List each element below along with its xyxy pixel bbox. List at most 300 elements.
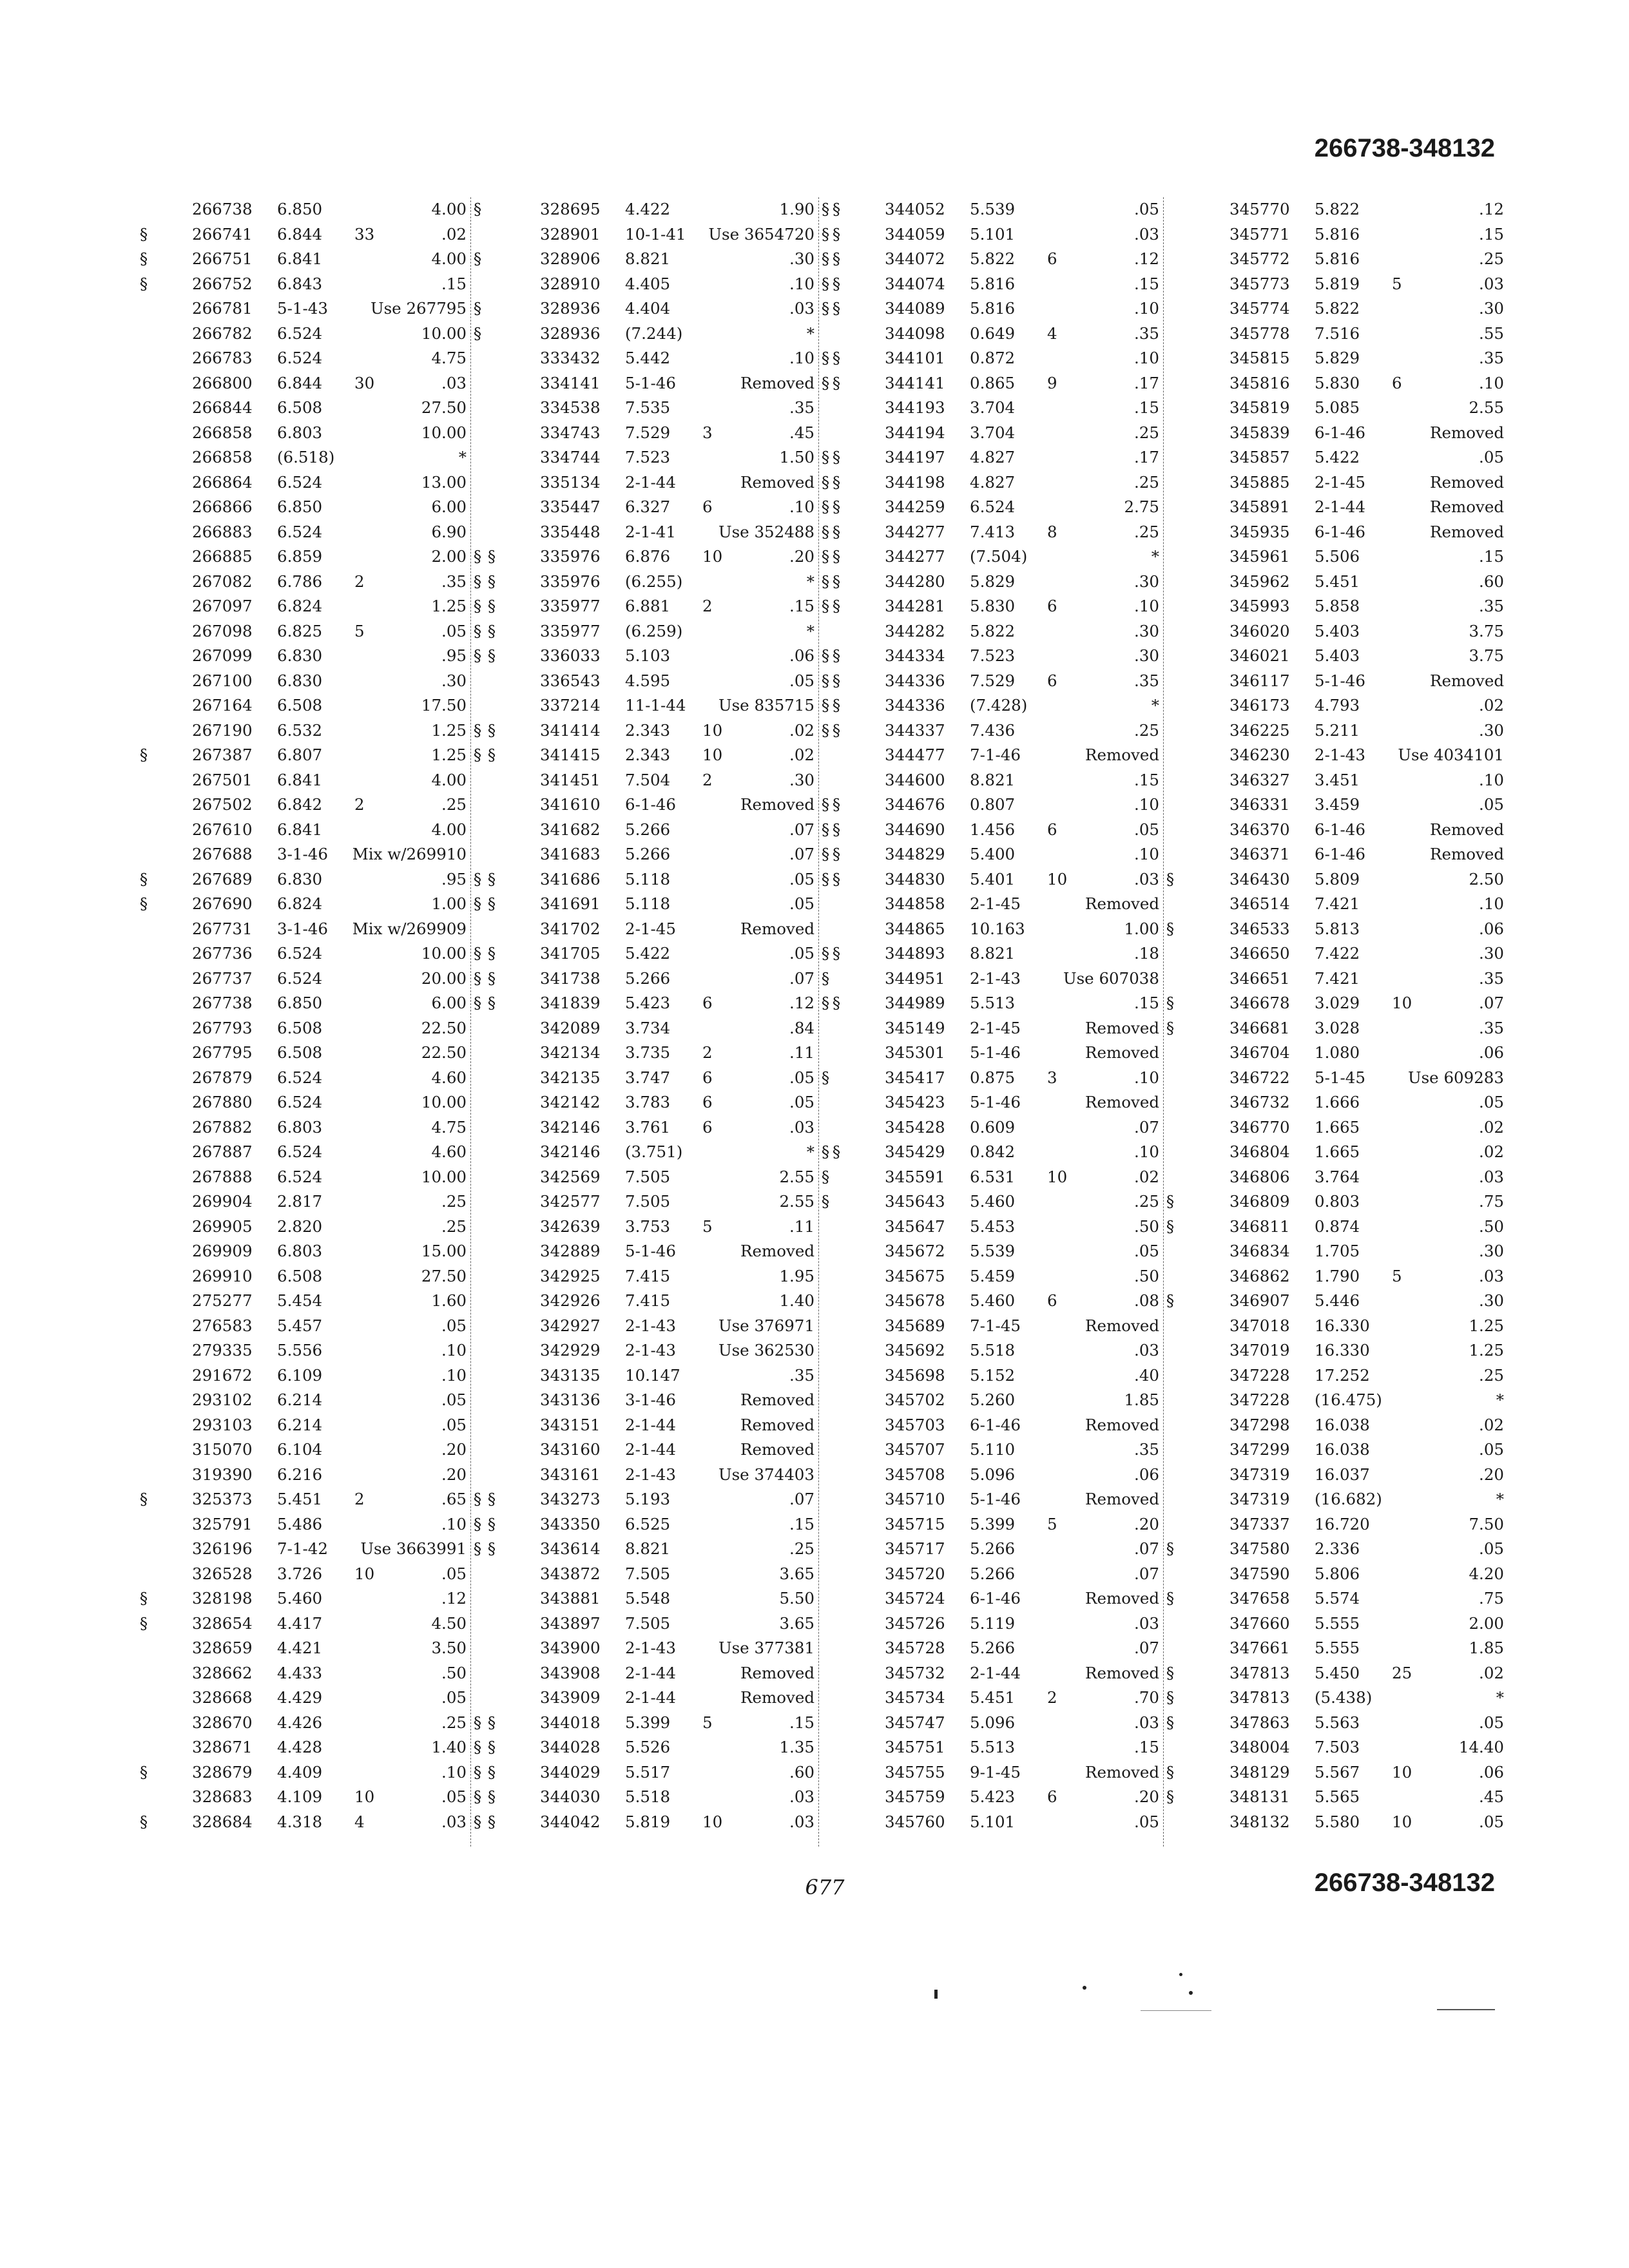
- entry-amount: .15: [1134, 274, 1159, 293]
- entry-number: 341705: [540, 944, 601, 963]
- entry-value: 3-1-46: [277, 919, 328, 938]
- table-row: [490, 1066, 830, 1091]
- table-row: [490, 1636, 818, 1661]
- entry-amount: 5.50: [779, 1589, 815, 1608]
- table-row: [142, 718, 482, 744]
- table-row: [834, 1463, 1163, 1488]
- table-row: [834, 396, 1163, 421]
- entry-number: 344028: [540, 1738, 601, 1756]
- entry-amount: .02: [1479, 1663, 1504, 1682]
- entry-value: 2-1-44: [625, 1415, 676, 1434]
- table-row: [1179, 1140, 1508, 1165]
- entry-amount: .12: [441, 1589, 467, 1608]
- entry-amount: .05: [1479, 1713, 1504, 1732]
- entry-amount: .15: [1479, 547, 1504, 566]
- table-row: [487, 1810, 818, 1835]
- section-mark-right: §: [473, 547, 482, 566]
- entry-value: 6.524: [277, 323, 323, 343]
- entry-number: 267100: [192, 671, 253, 690]
- table-row: [139, 1586, 470, 1611]
- entry-amount: .06: [1479, 1762, 1504, 1782]
- entry-number: 267738: [192, 994, 253, 1012]
- entry-value: 5.422: [1315, 448, 1360, 466]
- entry-value: 5.399: [970, 1514, 1016, 1533]
- column-3: [832, 197, 1175, 1847]
- entry-amount: .07: [789, 845, 815, 863]
- entry-code: 2: [354, 1490, 365, 1508]
- table-row: [142, 1413, 470, 1438]
- entry-number: 346862: [1229, 1266, 1290, 1285]
- entry-amount: .10: [1134, 349, 1159, 367]
- table-row: [487, 644, 830, 669]
- entry-value: 7.505: [625, 1192, 671, 1211]
- entry-amount: Use 267795: [370, 299, 467, 318]
- table-row: [832, 867, 1175, 892]
- table-row: [834, 1314, 1163, 1339]
- entry-number: 266858: [192, 423, 253, 442]
- entry-value: 6.524: [277, 1167, 323, 1186]
- section-mark-right: §: [473, 894, 482, 913]
- entry-number: 342142: [540, 1093, 601, 1111]
- entry-number: 319390: [192, 1465, 253, 1484]
- entry-amount: .25: [1479, 249, 1504, 268]
- entry-amount: .25: [1134, 423, 1159, 442]
- entry-amount: .45: [1479, 1787, 1504, 1806]
- entry-value: 5.457: [277, 1316, 323, 1335]
- table-row: [142, 570, 482, 595]
- entry-number: 335976: [540, 547, 601, 566]
- entry-value: 5.822: [1315, 200, 1360, 218]
- entry-amount: 1.35: [779, 1738, 815, 1756]
- entry-amount: .05: [1134, 200, 1159, 218]
- entry-value: 7.503: [1315, 1738, 1360, 1756]
- entry-value: 5.574: [1315, 1589, 1360, 1608]
- table-row: [487, 594, 830, 619]
- entry-code: 9: [1047, 373, 1057, 392]
- section-mark-right: §: [473, 944, 482, 963]
- entry-amount: .03: [1479, 274, 1504, 293]
- entry-value: 2-1-43: [625, 1316, 676, 1335]
- table-row: [490, 1586, 818, 1611]
- entry-amount: .25: [1134, 522, 1159, 541]
- table-row: [490, 322, 818, 347]
- entry-number: 344198: [885, 472, 945, 492]
- table-row: [834, 966, 1163, 992]
- entry-number: 341839: [540, 994, 601, 1012]
- entry-value: 5-1-46: [625, 373, 676, 392]
- entry-amount: .05: [1134, 1812, 1159, 1831]
- entry-number: 267880: [192, 1093, 253, 1111]
- entry-number: 267082: [192, 572, 253, 591]
- entry-number: 347580: [1229, 1539, 1290, 1558]
- section-mark: §: [487, 894, 496, 913]
- table-row: [834, 421, 1163, 446]
- table-row: [1179, 743, 1508, 768]
- section-mark-right: §: [821, 448, 830, 466]
- entry-number: 347658: [1229, 1589, 1290, 1608]
- table-row: [487, 1711, 818, 1736]
- entry-value: 3.764: [1315, 1167, 1360, 1186]
- entry-amount: Removed: [1085, 1093, 1159, 1111]
- table-row: [1179, 1810, 1508, 1835]
- entry-value: 6.803: [277, 1117, 323, 1137]
- table-row: [139, 1760, 482, 1785]
- entry-value: 6-1-46: [970, 1589, 1021, 1608]
- entry-number: 345774: [1229, 299, 1290, 318]
- entry-number: 347319: [1229, 1465, 1290, 1484]
- table-row: [1179, 1437, 1508, 1463]
- entry-amount: 27.50: [421, 398, 467, 417]
- entry-value: 6.786: [277, 572, 323, 591]
- table-columns: [139, 197, 1508, 1847]
- column-2: [487, 197, 830, 1847]
- entry-value: 1.666: [1315, 1093, 1360, 1111]
- entry-amount: Removed: [740, 1688, 815, 1707]
- entry-number: 346732: [1229, 1093, 1290, 1111]
- entry-amount: 22.50: [421, 1018, 467, 1037]
- entry-number: 345689: [885, 1316, 945, 1335]
- entry-amount: .25: [441, 795, 467, 814]
- entry-number: 343161: [540, 1465, 601, 1484]
- section-mark-right: §: [473, 1787, 482, 1806]
- entry-value: 5.446: [1315, 1291, 1360, 1310]
- entry-value: 11-1-44: [625, 696, 686, 715]
- entry-number: 346681: [1229, 1018, 1290, 1037]
- entry-value: 7.436: [970, 720, 1016, 740]
- entry-number: 344018: [540, 1713, 601, 1732]
- section-mark: §: [832, 522, 841, 541]
- entry-value: 6.532: [277, 720, 323, 740]
- entry-value: 6.843: [277, 274, 323, 293]
- section-mark: §: [832, 224, 841, 244]
- table-row: [834, 1115, 1163, 1140]
- entry-value: 6.844: [277, 224, 323, 244]
- entry-amount: Removed: [1085, 1043, 1159, 1062]
- entry-amount: .95: [441, 869, 467, 889]
- entry-amount: .05: [1479, 1093, 1504, 1111]
- section-mark-right: §: [1166, 1663, 1175, 1682]
- entry-number: 343909: [540, 1688, 601, 1707]
- entry-amount: .05: [789, 671, 815, 690]
- entry-amount: Removed: [1085, 1415, 1159, 1434]
- table-row: [139, 892, 482, 917]
- entry-number: 293102: [192, 1390, 253, 1409]
- table-row: [490, 396, 818, 421]
- entry-amount: Removed: [1430, 423, 1504, 442]
- entry-amount: .05: [789, 1068, 815, 1087]
- entry-number: 267097: [192, 597, 253, 615]
- table-row: [142, 1711, 482, 1736]
- entry-amount: *: [1151, 696, 1159, 715]
- entry-number: 341738: [540, 968, 601, 988]
- entry-value: 3.028: [1315, 1018, 1360, 1037]
- entry-code: 10: [1392, 1812, 1412, 1831]
- entry-number: 267098: [192, 621, 253, 640]
- entry-number: 344676: [885, 795, 945, 814]
- entry-amount: Removed: [740, 1242, 815, 1260]
- entry-number: 346021: [1229, 646, 1290, 665]
- entry-code: 5: [702, 1216, 713, 1236]
- entry-value: 6.508: [277, 1266, 323, 1285]
- section-mark-right: §: [821, 249, 830, 268]
- table-row: [1179, 396, 1508, 421]
- entry-number: 346514: [1229, 894, 1290, 913]
- table-row: [142, 1636, 470, 1661]
- entry-number: 345675: [885, 1266, 945, 1285]
- entry-value: 1.705: [1315, 1242, 1360, 1260]
- section-mark: §: [139, 224, 148, 244]
- entry-amount: .75: [1479, 1589, 1504, 1608]
- entry-amount: 1.85: [1124, 1390, 1159, 1409]
- entry-value: 10-1-41: [625, 224, 686, 244]
- section-mark-right: §: [473, 968, 482, 988]
- entry-value: 5.539: [970, 1242, 1016, 1260]
- entry-amount: .10: [1134, 597, 1159, 615]
- entry-amount: 20.00: [421, 968, 467, 988]
- entry-value: (16.475): [1315, 1390, 1382, 1409]
- entry-value: 5.459: [970, 1266, 1016, 1285]
- entry-number: 266783: [192, 349, 253, 367]
- entry-amount: .35: [1479, 968, 1504, 988]
- entry-value: 6.104: [277, 1440, 323, 1459]
- entry-code: 2: [354, 795, 365, 814]
- table-row: [1179, 322, 1508, 347]
- entry-value: (7.504): [970, 547, 1028, 566]
- entry-number: 328662: [192, 1663, 253, 1682]
- entry-number: 328936: [540, 323, 601, 343]
- entry-amount: .05: [789, 869, 815, 889]
- entry-amount: Removed: [740, 472, 815, 492]
- table-row: [1179, 1760, 1508, 1785]
- entry-value: 5.101: [970, 1812, 1016, 1831]
- entry-number: 345728: [885, 1639, 945, 1657]
- entry-amount: .60: [789, 1762, 815, 1782]
- entry-amount: Use 3663991: [360, 1539, 467, 1558]
- entry-number: 325373: [192, 1490, 253, 1508]
- entry-amount: .15: [1134, 994, 1159, 1012]
- entry-value: 6.841: [277, 820, 323, 839]
- table-row: [490, 1413, 818, 1438]
- entry-amount: .25: [1479, 1365, 1504, 1385]
- entry-value: 5.260: [970, 1390, 1016, 1409]
- entry-amount: .05: [441, 1564, 467, 1583]
- entry-amount: 27.50: [421, 1266, 467, 1285]
- entry-number: 345885: [1229, 472, 1290, 492]
- entry-value: 3-1-46: [625, 1390, 676, 1409]
- entry-amount: .15: [1479, 224, 1504, 244]
- table-row: [1179, 1066, 1508, 1091]
- entry-value: 5.460: [970, 1192, 1016, 1211]
- section-mark-right: §: [821, 274, 830, 293]
- section-mark-right: §: [473, 745, 482, 764]
- entry-value: 2.343: [625, 745, 671, 764]
- table-row: [490, 1016, 818, 1041]
- table-row: [834, 520, 1163, 545]
- entry-value: 6.508: [277, 696, 323, 715]
- entry-number: 345993: [1229, 597, 1290, 615]
- table-row: [1179, 1314, 1508, 1339]
- entry-value: 0.875: [970, 1068, 1016, 1087]
- table-row: [490, 1686, 818, 1711]
- entry-value: 6-1-46: [1315, 845, 1365, 863]
- table-row: [142, 768, 470, 793]
- entry-number: 328654: [192, 1613, 253, 1633]
- entry-value: 6.881: [625, 597, 671, 615]
- table-row: [834, 495, 1163, 520]
- entry-amount: 3.75: [1469, 646, 1504, 665]
- entry-code: 6: [702, 497, 713, 516]
- entry-value: 2-1-43: [625, 1341, 676, 1360]
- entry-number: 266800: [192, 373, 253, 392]
- entry-value: 2-1-44: [625, 1663, 676, 1682]
- entry-amount: .03: [789, 1812, 815, 1831]
- entry-amount: .20: [1134, 1787, 1159, 1806]
- entry-amount: 4.75: [431, 349, 467, 367]
- entry-value: 5.266: [625, 845, 671, 863]
- table-row: [490, 1115, 818, 1140]
- table-row: [142, 594, 482, 619]
- table-row: [487, 743, 818, 768]
- table-row: [1179, 1586, 1508, 1611]
- table-row: [142, 1735, 482, 1760]
- entry-number: 328684: [192, 1812, 253, 1831]
- entry-number: 342569: [540, 1167, 601, 1186]
- table-row: [139, 1810, 482, 1835]
- entry-amount: .15: [789, 1514, 815, 1533]
- table-row: [142, 1239, 470, 1264]
- entry-value: 2-1-43: [1315, 745, 1365, 764]
- entry-amount: Use 377381: [718, 1639, 815, 1657]
- entry-number: 344829: [885, 845, 945, 863]
- table-row: [490, 197, 830, 222]
- entry-value: 6.841: [277, 770, 323, 789]
- entry-value: 2-1-44: [625, 472, 676, 492]
- entry-amount: .07: [1134, 1564, 1159, 1583]
- entry-value: 5-1-46: [1315, 671, 1365, 690]
- entry-amount: 4.60: [431, 1068, 467, 1087]
- entry-amount: .03: [1134, 1341, 1159, 1360]
- section-mark-right: §: [473, 1762, 482, 1782]
- section-mark-right: §: [473, 200, 482, 218]
- entry-value: 3.734: [625, 1018, 671, 1037]
- entry-number: 344281: [885, 597, 945, 615]
- entry-number: 334743: [540, 423, 601, 442]
- entry-amount: .07: [1134, 1539, 1159, 1558]
- entry-value: 5.266: [970, 1564, 1016, 1583]
- entry-value: 2-1-41: [625, 522, 676, 541]
- entry-amount: .12: [789, 994, 815, 1012]
- table-row: [142, 1388, 470, 1413]
- table-row: [1179, 544, 1508, 570]
- section-mark-right: §: [473, 323, 482, 343]
- table-row: [834, 1239, 1163, 1264]
- table-row: [834, 1586, 1175, 1611]
- entry-amount: .02: [1479, 1415, 1504, 1434]
- entry-amount: .03: [789, 1787, 815, 1806]
- entry-number: 346327: [1229, 770, 1290, 789]
- entry-number: 344141: [885, 373, 945, 392]
- entry-value: (5.438): [1315, 1688, 1373, 1707]
- entry-amount: .03: [1134, 224, 1159, 244]
- table-row: [487, 892, 818, 917]
- entry-value: 16.037: [1315, 1465, 1370, 1484]
- table-row: [1179, 793, 1508, 818]
- table-row: [834, 544, 1163, 570]
- section-mark-right: §: [1166, 1018, 1175, 1037]
- table-row: [1179, 1388, 1508, 1413]
- entry-number: 345759: [885, 1787, 945, 1806]
- entry-amount: .12: [1479, 200, 1504, 218]
- entry-number: 342639: [540, 1216, 601, 1236]
- table-row: [139, 1611, 470, 1637]
- entry-value: 0.872: [970, 349, 1016, 367]
- section-mark-right: §: [821, 497, 830, 516]
- table-row: [1179, 495, 1508, 520]
- entry-number: 328659: [192, 1639, 253, 1657]
- section-mark: §: [487, 1713, 496, 1732]
- entry-amount: 1.25: [431, 745, 467, 764]
- table-row: [142, 520, 470, 545]
- entry-value: 3.451: [1315, 770, 1360, 789]
- entry-value: 5.829: [970, 572, 1016, 591]
- entry-number: 346370: [1229, 820, 1290, 839]
- entry-value: 2-1-45: [1315, 472, 1365, 492]
- table-row: [142, 818, 470, 843]
- entry-value: 7.523: [970, 646, 1016, 665]
- section-mark: §: [487, 944, 496, 963]
- section-mark-right: §: [473, 621, 482, 640]
- entry-amount: 4.20: [1469, 1564, 1504, 1583]
- entry-number: 345891: [1229, 497, 1290, 516]
- entry-value: 16.330: [1315, 1341, 1370, 1360]
- section-mark-right: §: [821, 1167, 830, 1186]
- entry-number: 266864: [192, 472, 253, 492]
- entry-value: 5.809: [1315, 869, 1360, 889]
- entry-code: 10: [354, 1787, 375, 1806]
- section-mark-right: §: [821, 820, 830, 839]
- entry-value: (3.751): [625, 1142, 683, 1161]
- entry-value: (16.682): [1315, 1490, 1382, 1508]
- section-mark-right: §: [821, 968, 830, 988]
- entry-amount: .05: [441, 1688, 467, 1707]
- entry-value: 1.665: [1315, 1117, 1360, 1137]
- entry-number: 345720: [885, 1564, 945, 1583]
- entry-amount: Removed: [1430, 497, 1504, 516]
- entry-value: 1.790: [1315, 1266, 1360, 1285]
- entry-number: 335976: [540, 572, 601, 591]
- entry-number: 345816: [1229, 373, 1290, 392]
- table-row: [142, 1314, 470, 1339]
- entry-amount: .03: [789, 1117, 815, 1137]
- entry-amount: .10: [1134, 299, 1159, 318]
- table-row: [487, 544, 830, 570]
- entry-amount: .15: [1134, 770, 1159, 789]
- table-row: [487, 1512, 818, 1537]
- table-row: [139, 247, 482, 272]
- entry-amount: .02: [1479, 696, 1504, 715]
- entry-amount: 4.00: [431, 770, 467, 789]
- section-mark: §: [832, 869, 841, 889]
- section-mark-right: §: [821, 944, 830, 963]
- table-row: [834, 1016, 1175, 1041]
- entry-amount: .10: [1134, 1142, 1159, 1161]
- entry-value: 5-1-46: [970, 1093, 1021, 1111]
- table-row: [834, 1189, 1175, 1215]
- table-row: [1179, 917, 1508, 942]
- table-row: [1179, 892, 1508, 917]
- entry-value: 10.147: [625, 1365, 680, 1385]
- entry-value: 5.110: [970, 1440, 1016, 1459]
